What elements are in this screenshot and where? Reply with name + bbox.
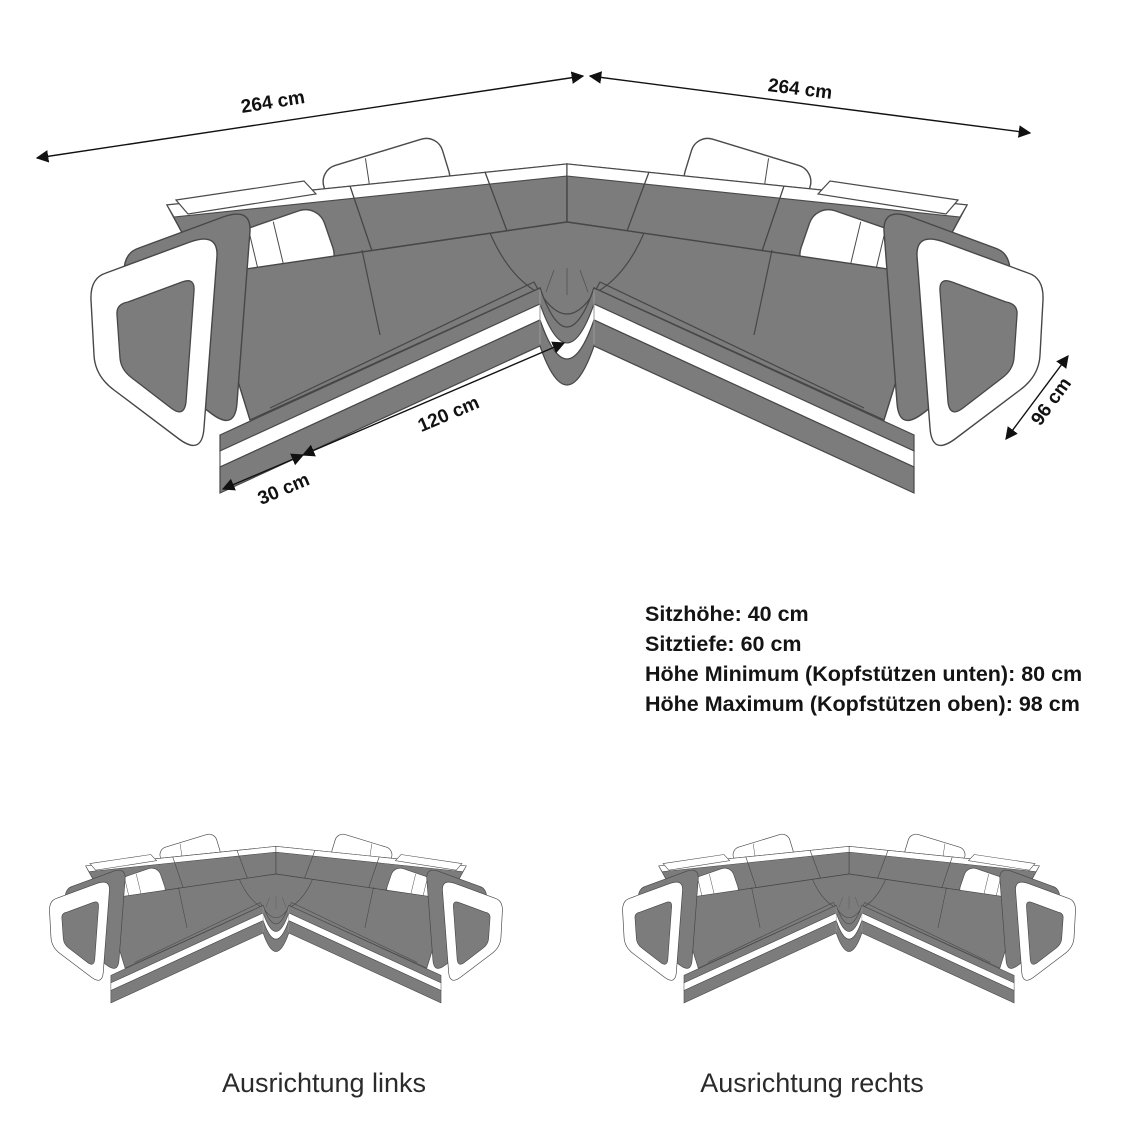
variant-right-caption: Ausrichtung rechts: [700, 1068, 924, 1098]
dimension-label-total-width-left: 264 cm: [239, 87, 307, 118]
dimension-line-total-width-left: [37, 76, 583, 158]
spec-line-height-max: Höhe Maximum (Kopfstützen oben): 98 cm: [645, 692, 1080, 716]
variant-left-illustration: [25, 835, 525, 1011]
dimension-line-seat-front-width: [303, 343, 564, 455]
dimension-label-armrest-depth: 30 cm: [254, 469, 313, 510]
dimension-label-total-width-right: 264 cm: [766, 75, 834, 104]
specs-block: [645, 599, 1082, 719]
variant-left-caption: Ausrichtung links: [221, 1068, 427, 1098]
spec-line-seat-depth: Sitztiefe: 60 cm: [645, 632, 802, 656]
variant-right-illustration: [600, 835, 1100, 1011]
spec-line-height-min: Höhe Minimum (Kopfstützen unten): 80 cm: [645, 662, 1083, 686]
dimension-label-seat-front-width: 120 cm: [415, 392, 483, 437]
spec-line-seat-height: Sitzhöhe: 40 cm: [645, 602, 809, 626]
dimension-label-side-depth: 96 cm: [1027, 373, 1076, 430]
